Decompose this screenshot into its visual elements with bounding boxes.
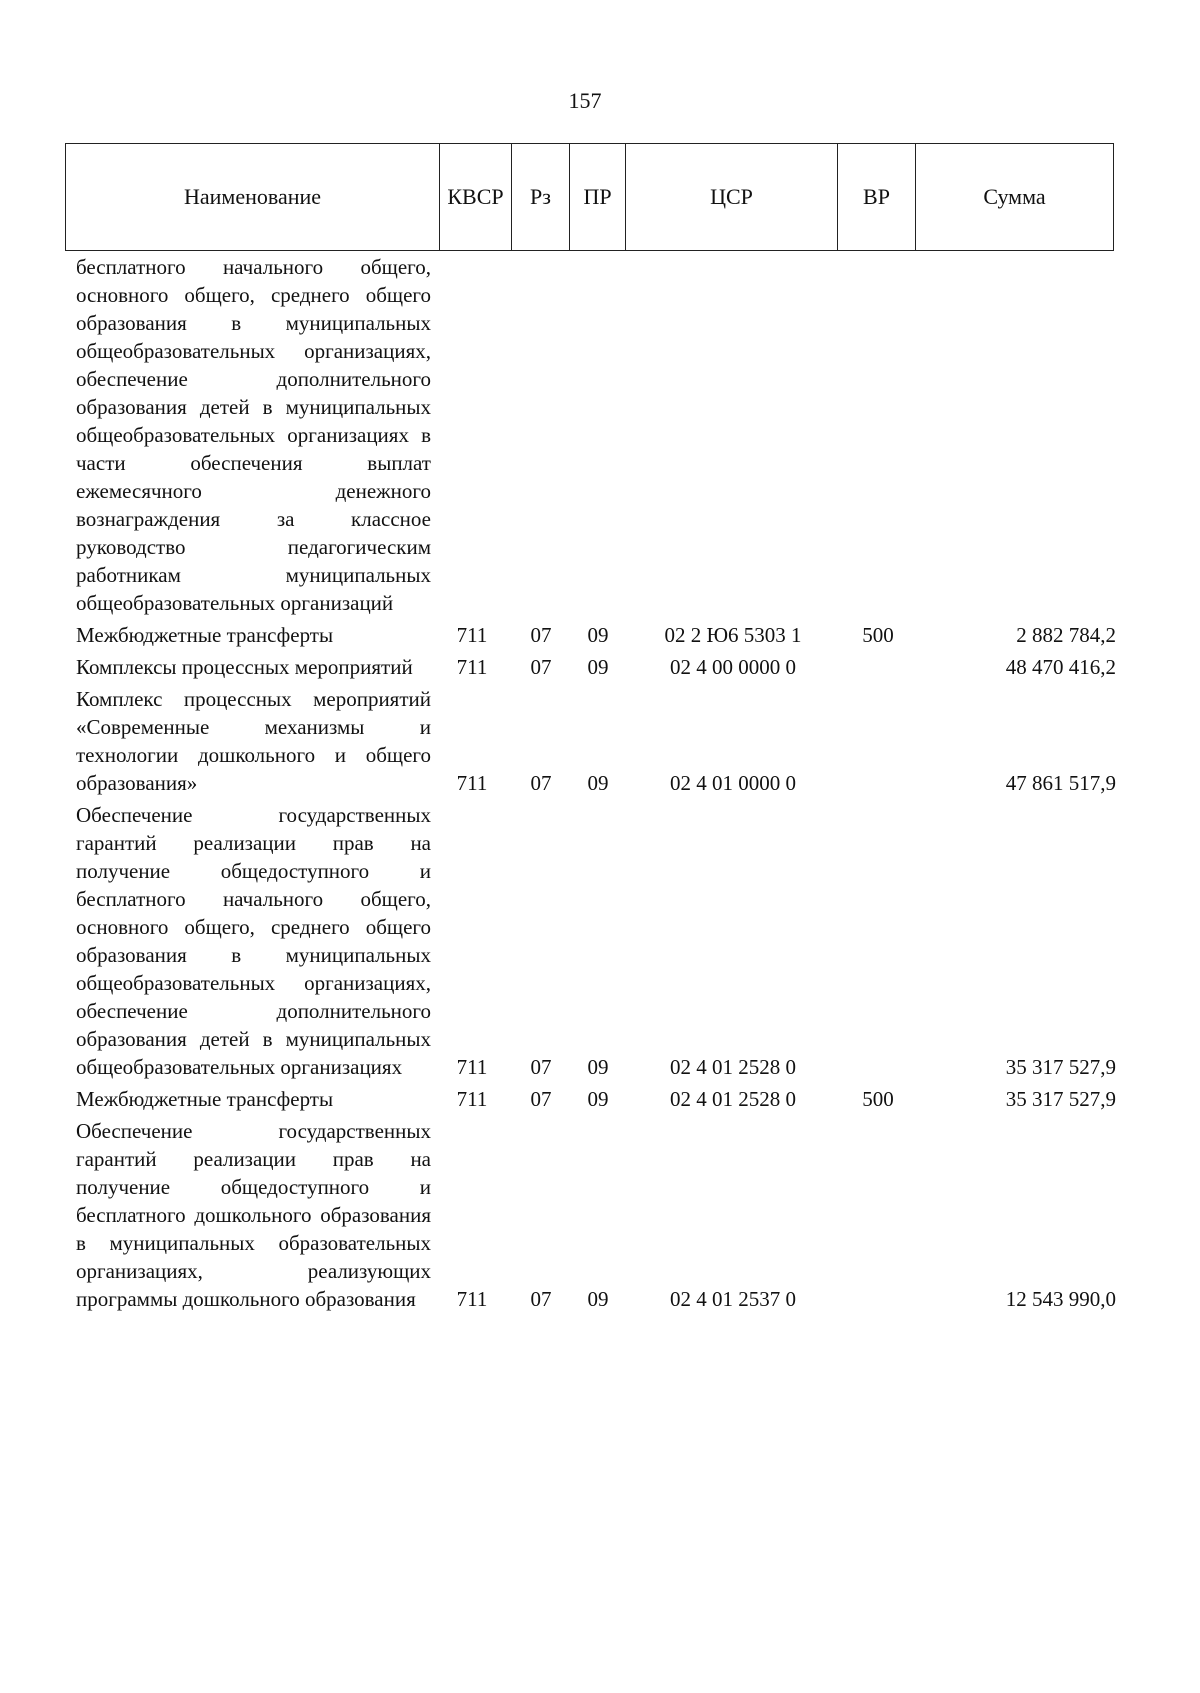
- row-kvsr: 711: [456, 1055, 488, 1079]
- row-name: Межбюджетные трансферты: [76, 623, 334, 647]
- row-name: Межбюджетные трансферты: [76, 1087, 334, 1111]
- row-sum: 48 470 416,2: [1005, 655, 1116, 679]
- row-kvsr: 711: [456, 1287, 488, 1311]
- row-pr: 09: [587, 1287, 609, 1311]
- row-rz: 07: [530, 623, 552, 647]
- table-row: [76, 681, 1116, 797]
- row-rz: 07: [530, 655, 552, 679]
- table-row: [76, 797, 1116, 1081]
- row-sum: 12 543 990,0: [1005, 1287, 1116, 1311]
- row-csr: 02 4 01 0000 0: [670, 771, 796, 795]
- table-row: [76, 617, 1116, 649]
- row-csr: [627, 253, 839, 617]
- table-row: [76, 253, 1116, 617]
- row-rz: 07: [530, 1287, 552, 1311]
- row-kvsr: 711: [456, 655, 488, 679]
- page-number: 157: [568, 88, 602, 113]
- table-row: [76, 1113, 1116, 1313]
- row-rz: 07: [530, 771, 552, 795]
- header-name: Наименование: [66, 144, 440, 251]
- header-vr: ВР: [838, 144, 916, 251]
- row-sum: [917, 253, 1116, 617]
- row-rz: 07: [530, 1087, 552, 1111]
- row-vr: 500: [862, 623, 894, 647]
- budget-table: [76, 253, 1116, 1313]
- row-sum: 35 317 527,9: [1005, 1087, 1116, 1111]
- row-name: Обеспечение государственных гарантий реализации прав на получение общедоступного и бесплатного начального общего, основного общего, среднего общего образования в муниципальных общеобразовательных организациях, обеспечение дополнительного образования детей в муниципальных общеобразовательных организациях: [76, 803, 431, 1079]
- row-pr: 09: [587, 623, 609, 647]
- row-rz: 07: [530, 1055, 552, 1079]
- row-vr: [839, 797, 917, 1081]
- row-csr: 02 4 01 2528 0: [670, 1087, 796, 1111]
- header-rz: Рз: [512, 144, 570, 251]
- table-row: [76, 649, 1116, 681]
- row-name: Комплекс процессных мероприятий «Современные механизмы и технологии дошкольного и общего образования»: [76, 687, 431, 795]
- row-kvsr: 711: [456, 1087, 488, 1111]
- row-csr: 02 4 01 2537 0: [670, 1287, 796, 1311]
- row-pr: [569, 253, 627, 617]
- row-name: Обеспечение государственных гарантий реализации прав на получение общедоступного и бесплатного дошкольного образования в муниципальных образовательных организациях, реализующих программы дошкольного образования: [76, 1119, 431, 1311]
- row-kvsr: 711: [456, 623, 488, 647]
- row-pr: 09: [587, 655, 609, 679]
- row-vr: [839, 649, 917, 681]
- row-pr: 09: [587, 1087, 609, 1111]
- row-name: бесплатного начального общего, основного общего, среднего общего образования в муниципальных общеобразовательных организациях, обеспечение дополнительного образования детей в муниципальных общеобразовательных организациях в части обеспечения выплат ежемесячного денежного вознаграждения за классное руководство педагогическим работникам муниципальных общеобразовательных организаций: [76, 255, 431, 615]
- header-csr: ЦСР: [626, 144, 838, 251]
- row-rz: [513, 253, 569, 617]
- row-vr: [839, 253, 917, 617]
- row-csr: 02 2 Ю6 5303 1: [664, 623, 802, 647]
- row-sum: 2 882 784,2: [1016, 623, 1116, 647]
- header-pr: ПР: [570, 144, 626, 251]
- table-header: [65, 143, 1114, 251]
- row-csr: 02 4 00 0000 0: [670, 655, 796, 679]
- row-pr: 09: [587, 771, 609, 795]
- row-pr: 09: [587, 1055, 609, 1079]
- row-csr: 02 4 01 2528 0: [670, 1055, 796, 1079]
- row-sum: 35 317 527,9: [1005, 1055, 1116, 1079]
- row-vr: [839, 681, 917, 797]
- row-vr: 500: [862, 1087, 894, 1111]
- row-sum: 47 861 517,9: [1005, 771, 1116, 795]
- row-name: Комплексы процессных мероприятий: [76, 655, 413, 679]
- row-kvsr: 711: [456, 771, 488, 795]
- header-kvsr: КВСР: [440, 144, 512, 251]
- header-sum: Сумма: [916, 144, 1114, 251]
- row-vr: [839, 1113, 917, 1313]
- row-kvsr: [431, 253, 513, 617]
- table-row: [76, 1081, 1116, 1113]
